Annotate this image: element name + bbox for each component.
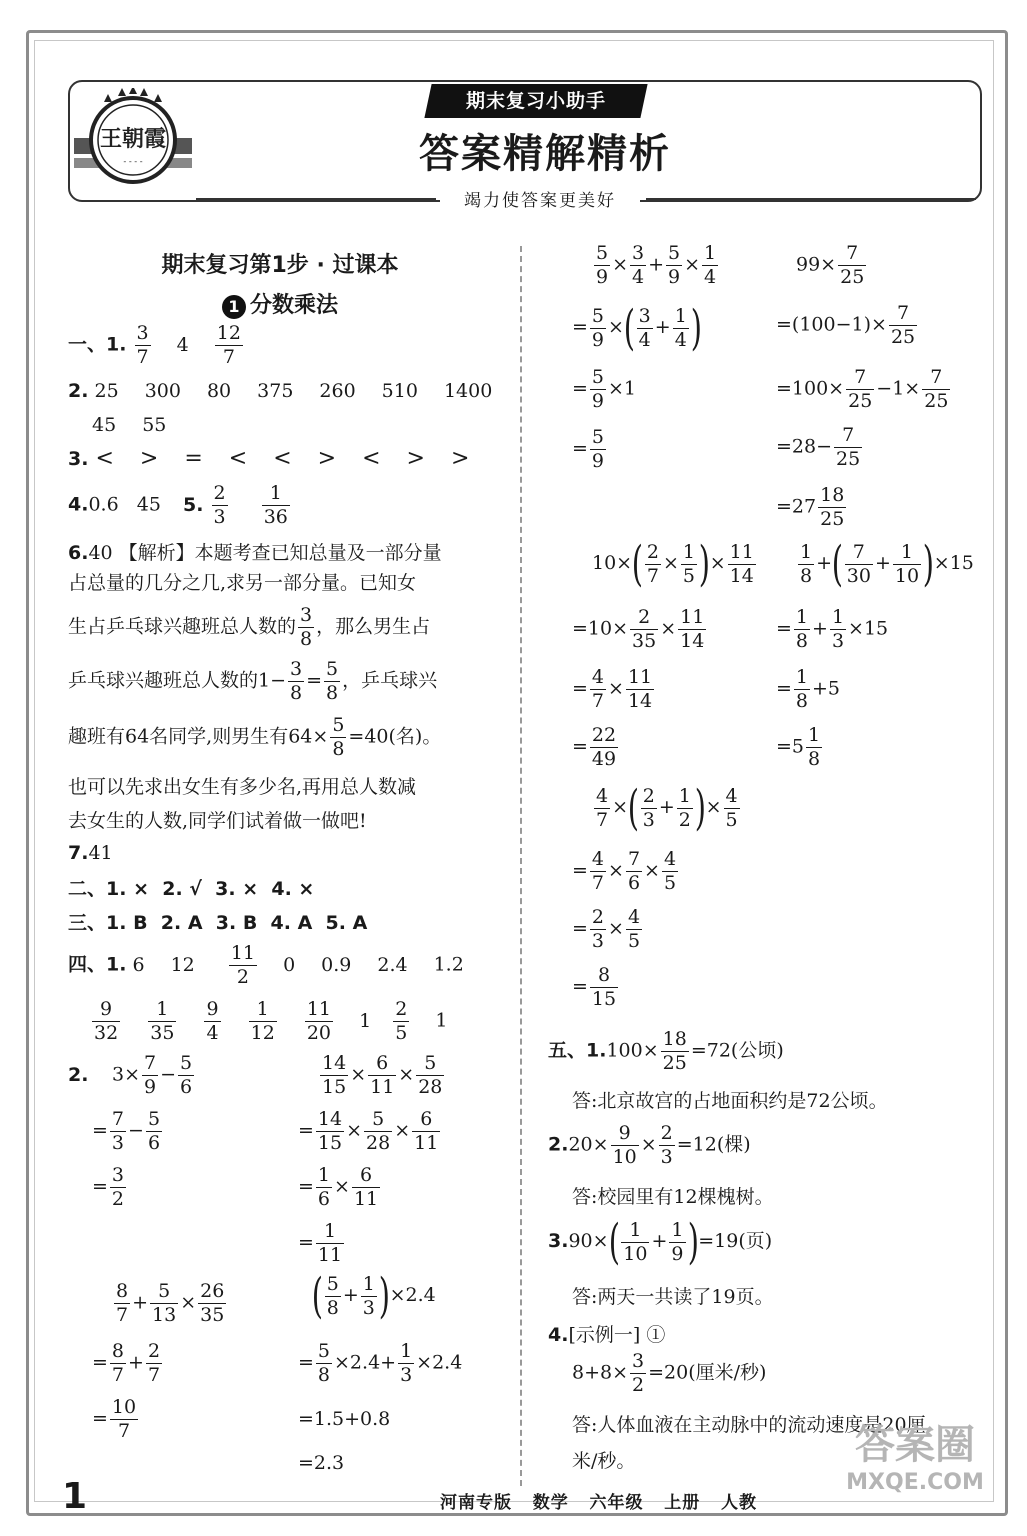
app1-expr: 100× [606,1039,659,1062]
q6-line-6 [68,772,416,799]
calc-step: $\frac{5}{9}$ × $\frac{3}{4}$ + $\frac{5}{9}$ × $\frac{1}{4}$ [596,242,717,288]
column-divider [520,246,522,1486]
motto-rule-right [646,198,976,200]
q2-val: 1400 [443,380,493,402]
calc-step: =5 $\frac{1}{8}$ [776,724,821,770]
calc-step: = $\frac{10}{7}$ [92,1396,137,1442]
q6-text: 占总量的几分之几,求另一部分量。已知女 [68,572,417,594]
q6-text: 40 【解析】本题考查已知总量及一部分量 [88,542,442,564]
two-label: 2. [68,1064,89,1086]
judge-label: 二、 [68,878,107,900]
judge-line [68,874,314,901]
fraction: $\frac{3}{8}$ [300,604,313,650]
q6-text: 生占乒乓球兴趣班总人数的 [68,615,297,638]
fraction: $\frac{1}{10}$ [623,1218,648,1265]
q6-text: ，乒乓球兴 [342,669,438,692]
app3-label: 3. [548,1230,569,1252]
app3-expr: 90× [568,1230,609,1252]
app3-line: 3.90×( $\frac{1}{10}$ + $\frac{1}{9}$ )=19(页) [548,1214,773,1270]
brand-logo [74,88,192,192]
q2-val: 55 [142,414,167,436]
q4-label: 4. [68,493,89,516]
unit-number: 1 [222,295,246,319]
app1-line [548,1030,784,1073]
fraction: $\frac{12}{7}$ [216,322,241,368]
calc-step: = $\frac{7}{3}$ − $\frac{5}{6}$ [92,1108,161,1154]
q6-text: =40(名)。 [348,725,442,748]
judge-answers: 1. × 2. √ 3. × 4. × [106,878,315,900]
calc-step: $\frac{8}{7}$ + $\frac{5}{13}$ × $\frac{26}{35}$ [116,1280,225,1326]
app-label: 五、1. [548,1039,607,1062]
q7-line [68,842,113,864]
q6-text: ，那么男生占 [316,615,431,638]
q3-sign: > [450,446,470,471]
fraction: $\frac{11}{20}$ [306,998,332,1044]
q6-line-5 [68,716,441,759]
q3-sign: < [228,446,248,471]
calc-val: 2.4 [377,953,408,976]
fraction: $\frac{2}{5}$ [395,998,408,1044]
calc-val: 12 [170,953,195,976]
calc-step: = $\frac{4}{7}$ × $\frac{7}{6}$ × $\frac{4}{5}$ [572,848,677,894]
fraction: $\frac{3}{2}$ [632,1350,645,1396]
app2-label: 2. [548,1133,569,1156]
q3-sign: < [362,446,381,471]
svg-text:- - - -: - - - - [123,157,143,166]
watermark-logo [820,1420,1010,1516]
calc-line-1 [68,944,464,987]
app4-label: 4. [548,1324,569,1346]
watermark-url: MXQE.COM [846,1470,984,1495]
app2-line: 2.20× $\frac{9}{10}$ × $\frac{2}{3}$ =12(棵) [548,1122,751,1168]
choice-line [68,908,367,935]
q2-val: 300 [144,380,181,402]
fraction: $\frac{3}{7}$ [136,322,149,368]
app4-expr: 8+8× [572,1361,629,1384]
logo-text: 王朝霞 [99,126,167,152]
q2-val: 25 [94,380,119,402]
q6-label: 6. [68,542,89,564]
calc-step: =(100−1)× $\frac{7}{25}$ [776,302,916,348]
calc-val: 0 [283,953,296,976]
calc-step: =27 $\frac{18}{25}$ [776,484,845,530]
header-banner [424,84,647,118]
q1-label: 一、1. [68,333,127,356]
app4-answer-1: 答:人体血液在主动脉中的流动速度是20厘 [572,1414,926,1436]
q6-line-3 [68,606,430,649]
q3-sign: < [273,446,292,471]
fraction: $\frac{1}{35}$ [150,998,175,1044]
calc-step: = $\frac{5}{8}$ ×2.4+ $\frac{1}{3}$ ×2.4 [298,1340,463,1386]
calc-val: 1 [435,1009,448,1032]
q3-label: 3. [68,448,89,470]
choice-label: 三、 [68,912,107,934]
q6-text: 乒乓球兴趣班总人数的1− [68,669,287,692]
calc-label: 四、1. [68,953,127,976]
q7-label: 7. [68,842,89,864]
q4-q5-line [68,484,292,527]
q2-val: 375 [257,380,294,402]
fraction: $\frac{5}{8}$ [326,658,339,704]
calc-step: = $\frac{1}{8}$ +5 [776,666,841,712]
app4-label-line [548,1320,665,1347]
app1-result: =72(公顷) [690,1039,784,1062]
app3-result: =19(页) [698,1230,773,1252]
calc-step: $\frac{1}{8}$ +( $\frac{7}{30}$ + $\frac{1}{10}$ )×15 [800,536,974,592]
q6-text: 去女生的人数,同学们试着做一做吧! [68,810,367,832]
fraction: $\frac{11}{2}$ [230,942,256,988]
calc-step: = $\frac{8}{7}$ + $\frac{2}{7}$ [92,1340,161,1386]
calc-step: = $\frac{4}{7}$ × $\frac{11}{14}$ [572,666,653,712]
page-number: 1 [62,1476,88,1517]
banner-text: 期末复习小助手 [465,90,606,112]
q2-val: 260 [319,380,356,402]
q6-text: 趣班有64名同学,则男生有64× [68,725,329,748]
calc-step: = $\frac{5}{9}$ [572,426,605,472]
app2-result: =12(棵) [676,1133,751,1156]
calc-step: =100× $\frac{7}{25}$ −1× $\frac{7}{25}$ [776,366,949,412]
q2-label: 2. [68,380,89,402]
q4-vals: 0.6 45 [88,493,161,516]
calc-step: = $\frac{8}{15}$ [572,964,617,1010]
q3-sign: > [406,446,425,471]
calc-step: = $\frac{5}{9}$ ×( $\frac{3}{4}$ + $\frac{1}{4}$ ) [572,300,702,356]
q6-line-2 [68,568,416,595]
fraction: $\frac{1}{9}$ [671,1218,684,1265]
watermark-text: 答案圈 [855,1422,975,1468]
calc-step: =2.3 [298,1452,345,1474]
page-title: 答案精解精析 [419,131,671,177]
footer-info: 河南专版 数学 六年级 上册 人教 [440,1493,758,1513]
calc-step: = $\frac{3}{2}$ [92,1164,125,1210]
choice-answers: 1. B 2. A 3. B 4. A 5. A [106,912,368,934]
calc-step: = $\frac{2}{3}$ × $\frac{4}{5}$ [572,906,641,952]
calc-step: 10×( $\frac{2}{7}$ × $\frac{1}{5}$ )× $\frac{11}{14}$ [592,536,754,592]
calc-val: 6 [132,953,145,976]
fraction: $\frac{5}{8}$ [332,714,345,760]
fraction: $\frac{18}{25}$ [662,1028,687,1074]
q1-line [68,324,245,367]
calc-val: 1 [359,1009,372,1032]
calc-step: = $\frac{1}{11}$ [298,1220,343,1266]
q6-text: 也可以先求出女生有多少名,再用总人数减 [68,776,417,798]
q6-line-7 [68,806,367,833]
unit-title: 分数乘法 [249,293,338,318]
q3-sign: > [139,446,159,471]
calc-step: 99× $\frac{7}{25}$ [796,242,865,288]
q2-val: 510 [381,380,418,402]
q6-line-1 [68,538,442,565]
app4-line [572,1352,766,1395]
app4-hint: [示例一] ① [568,1324,666,1346]
unit-title-row [80,288,480,319]
calc-line-2 [90,1000,447,1043]
app2-expr: 20× [568,1133,609,1156]
calc-step: =1.5+0.8 [298,1408,391,1430]
calc-step: =10× $\frac{2}{35}$ × $\frac{11}{14}$ [572,606,705,652]
q2-line-2 [92,414,166,436]
app4-answer-2: 米/秒。 [572,1450,636,1472]
calc-step: = $\frac{5}{9}$ ×1 [572,366,637,412]
app1-answer: 答:北京故宫的占地面积约是72公顷。 [572,1090,888,1112]
fraction: $\frac{2}{3}$ [660,1122,673,1168]
fraction: $\frac{9}{32}$ [94,998,119,1044]
calc-step: ( $\frac{5}{8}$ + $\frac{1}{3}$ )×2.4 [311,1268,436,1324]
q2-val: 45 [92,414,117,436]
calc-step: $\frac{14}{15}$ × $\frac{6}{11}$ × $\frac{5}{28}$ [322,1052,443,1098]
calc-step: = $\frac{1}{8}$ + $\frac{1}{3}$ ×15 [776,606,889,652]
calc-step: =28− $\frac{7}{25}$ [776,424,861,470]
calc-step: = $\frac{1}{6}$ × $\frac{6}{11}$ [298,1164,379,1210]
calc-val: 0.9 [321,953,352,976]
calc-step: = $\frac{22}{49}$ [572,724,617,770]
calc-val: 1.2 [433,953,464,976]
app2-answer: 答:校园里有12棵槐树。 [572,1186,774,1208]
fraction: $\frac{3}{8}$ [290,658,303,704]
app4-result: =20(厘米/秒) [648,1361,767,1384]
q2-line [68,380,492,402]
q6-line-4 [68,660,437,703]
calc-step: = $\frac{14}{15}$ × $\frac{5}{28}$ × $\frac{6}{11}$ [298,1108,439,1154]
q3-sign: < [95,446,114,471]
fraction: $\frac{9}{10}$ [612,1122,637,1168]
q2-val: 80 [206,380,232,402]
fraction: $\frac{2}{3}$ [213,482,226,528]
app3-answer: 答:两天一共读了19页。 [572,1286,774,1308]
q3-line [68,446,469,471]
step-title: 期末复习第1步 · 过课本 [161,253,399,278]
q3-sign: > [317,446,337,471]
q7-val: 41 [88,842,113,864]
fraction: $\frac{9}{4}$ [206,998,219,1044]
header-motto: 竭力使答案更美好 [440,186,640,211]
fraction: $\frac{1}{36}$ [263,482,288,528]
q6-text: = [306,669,323,692]
q3-sign: = [184,446,203,471]
q5-label: 5. [183,493,204,516]
calc-step: 3× $\frac{7}{9}$ − $\frac{5}{6}$ [112,1052,193,1098]
q1-mid: 4 [176,333,189,356]
fraction: $\frac{1}{12}$ [250,998,275,1044]
motto-rule-left [196,198,436,200]
calc-step: $\frac{4}{7}$ ×( $\frac{2}{3}$ + $\frac{1}{2}$ )× $\frac{4}{5}$ [596,780,738,836]
